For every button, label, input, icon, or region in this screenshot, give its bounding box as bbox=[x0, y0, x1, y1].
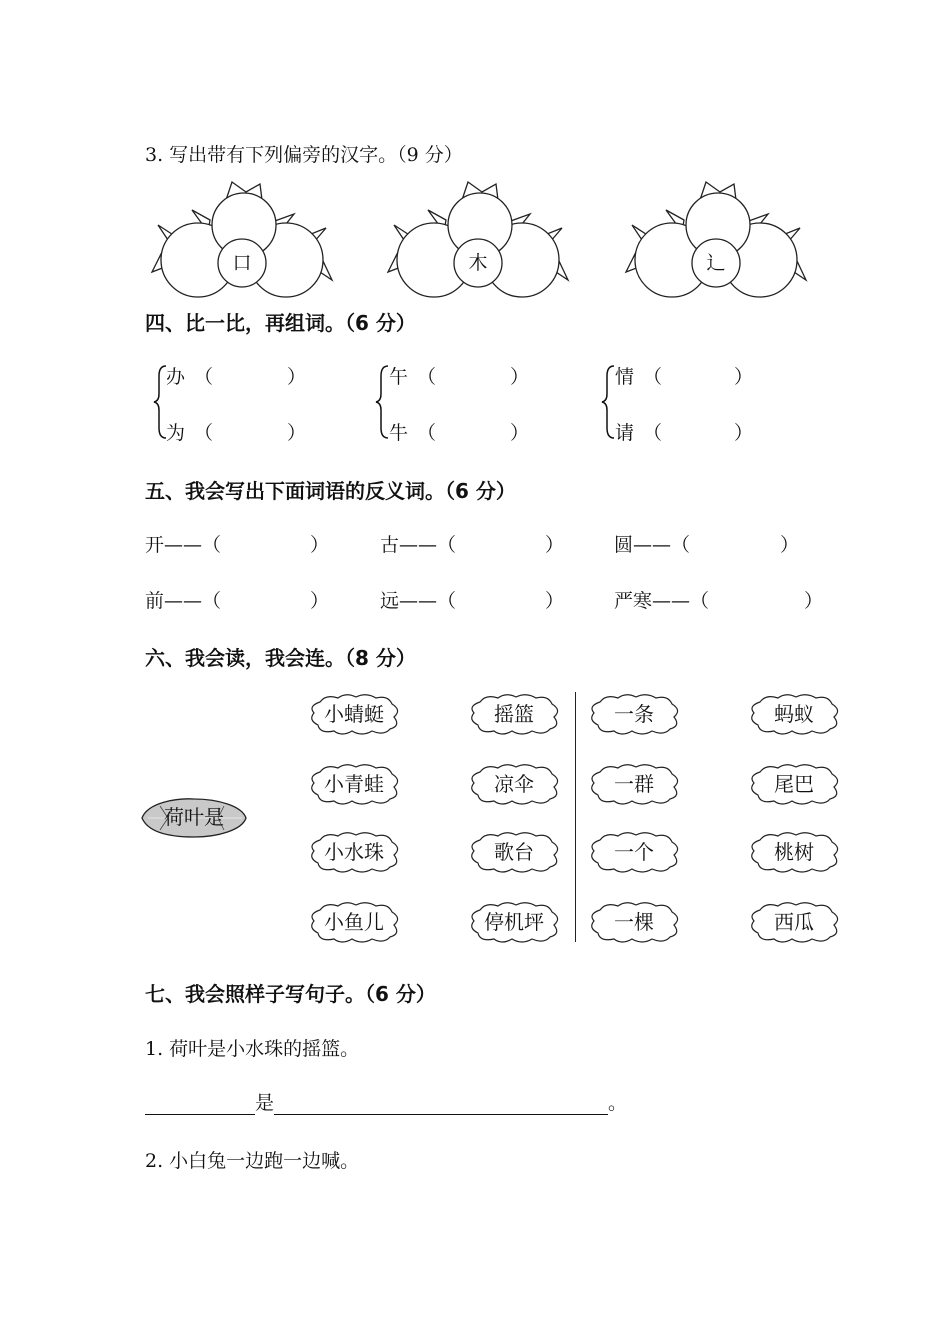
open-paren: （ bbox=[643, 366, 663, 388]
blank-2[interactable] bbox=[274, 1092, 608, 1115]
blank-end-text: 。 bbox=[608, 1092, 628, 1114]
cloud-label: 摇篮 bbox=[494, 702, 534, 726]
cloud-col3-4[interactable] bbox=[586, 900, 682, 944]
column-divider bbox=[575, 692, 576, 942]
cloud-col4-4[interactable] bbox=[746, 900, 842, 944]
fill-in-line bbox=[145, 1088, 627, 1115]
cloud-col3-1[interactable] bbox=[586, 692, 682, 736]
close-paren: ） bbox=[510, 366, 530, 388]
section7-heading: 七、我会照样子写句子。（6 分） bbox=[145, 982, 436, 1006]
cloud-col2-3[interactable] bbox=[466, 830, 562, 874]
cloud-label: 歌台 bbox=[494, 840, 534, 864]
center-word: 荷叶是 bbox=[164, 805, 224, 829]
cloud-label: 小水珠 bbox=[324, 840, 384, 864]
antonym-item-3: 圆——（ bbox=[614, 534, 691, 556]
antonym-item-5: 远——（ bbox=[380, 590, 457, 612]
section4-heading: 四、比一比，再组词。（6 分） bbox=[145, 311, 416, 335]
q3-title: 3. 写出带有下列偏旁的汉字。（9 分） bbox=[145, 144, 463, 166]
close-paren: ） bbox=[780, 534, 800, 556]
cloud-label: 停机坪 bbox=[484, 910, 544, 934]
blank-1[interactable] bbox=[145, 1092, 255, 1115]
brace-2 bbox=[374, 364, 390, 440]
example-sentence-2: 2. 小白兔一边跑一边喊。 bbox=[145, 1150, 360, 1172]
open-paren: （ bbox=[194, 366, 214, 388]
cloud-label: 西瓜 bbox=[774, 910, 814, 934]
s4-word-top-3: 情 bbox=[615, 366, 635, 388]
antonym-item-6: 严寒——（ bbox=[614, 590, 710, 612]
open-paren: （ bbox=[417, 366, 437, 388]
radical-kou: 口 bbox=[232, 252, 252, 274]
cloud-label: 尾巴 bbox=[774, 772, 814, 796]
antonym-item-1: 开——（ bbox=[145, 534, 222, 556]
s4-word-bottom-2: 牛 bbox=[389, 422, 409, 444]
s4-word-top-2: 午 bbox=[389, 366, 409, 388]
section5-heading: 五、我会写出下面词语的反义词。（6 分） bbox=[145, 479, 516, 503]
cloud-label: 小鱼儿 bbox=[324, 910, 384, 934]
cloud-label: 一个 bbox=[614, 840, 654, 864]
cloud-label: 凉伞 bbox=[494, 772, 534, 796]
cloud-col4-3[interactable] bbox=[746, 830, 842, 874]
antonym-item-4: 前——（ bbox=[145, 590, 222, 612]
close-paren: ） bbox=[734, 366, 754, 388]
cloud-col1-2[interactable] bbox=[306, 762, 402, 806]
example-sentence-1: 1. 荷叶是小水珠的摇篮。 bbox=[145, 1038, 360, 1060]
s4-word-bottom-1: 为 bbox=[166, 422, 186, 444]
close-paren: ） bbox=[545, 534, 565, 556]
cloud-col4-1[interactable] bbox=[746, 692, 842, 736]
close-paren: ） bbox=[545, 590, 565, 612]
radical-chuo: 辶 bbox=[706, 252, 726, 274]
s4-word-bottom-3: 请 bbox=[615, 422, 635, 444]
cloud-col2-2[interactable] bbox=[466, 762, 562, 806]
open-paren: （ bbox=[194, 422, 214, 444]
cloud-col3-3[interactable] bbox=[586, 830, 682, 874]
cloud-label: 一条 bbox=[614, 702, 654, 726]
cloud-col1-4[interactable] bbox=[306, 900, 402, 944]
cloud-col1-1[interactable] bbox=[306, 692, 402, 736]
cloud-label: 桃树 bbox=[774, 840, 814, 864]
cloud-col3-2[interactable] bbox=[586, 762, 682, 806]
cloud-col2-1[interactable] bbox=[466, 692, 562, 736]
open-paren: （ bbox=[417, 422, 437, 444]
cloud-label: 一棵 bbox=[614, 910, 654, 934]
close-paren: ） bbox=[287, 422, 307, 444]
cloud-label: 蚂蚁 bbox=[774, 702, 814, 726]
section6-heading: 六、我会读，我会连。（8 分） bbox=[145, 646, 416, 670]
close-paren: ） bbox=[287, 366, 307, 388]
cloud-label: 一群 bbox=[614, 772, 654, 796]
antonym-item-2: 古——（ bbox=[380, 534, 457, 556]
close-paren: ） bbox=[310, 534, 330, 556]
s4-word-top-1: 办 bbox=[166, 366, 186, 388]
close-paren: ） bbox=[734, 422, 754, 444]
open-paren: （ bbox=[643, 422, 663, 444]
cloud-col1-3[interactable] bbox=[306, 830, 402, 874]
brace-3 bbox=[600, 364, 616, 440]
cloud-label: 小青蛙 bbox=[324, 772, 384, 796]
cloud-col2-4[interactable] bbox=[466, 900, 562, 944]
cloud-label: 小蜻蜓 bbox=[324, 702, 384, 726]
radical-mu: 木 bbox=[468, 252, 488, 274]
close-paren: ） bbox=[310, 590, 330, 612]
blank-mid-text: 是 bbox=[255, 1092, 275, 1114]
close-paren: ） bbox=[804, 590, 824, 612]
cloud-col4-2[interactable] bbox=[746, 762, 842, 806]
close-paren: ） bbox=[510, 422, 530, 444]
